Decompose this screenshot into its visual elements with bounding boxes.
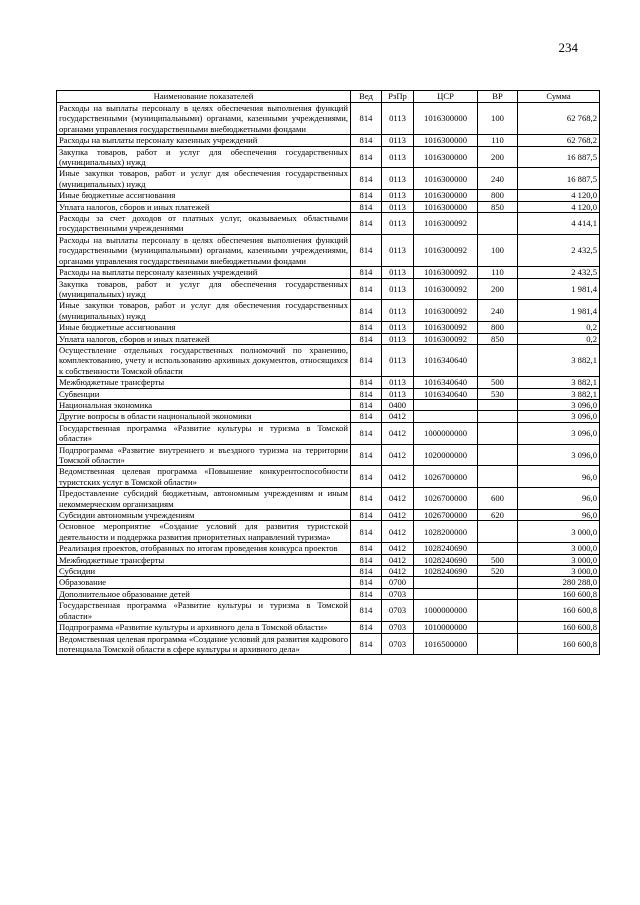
table-row: [57, 267, 600, 278]
cell-vr: [478, 622, 518, 633]
cell-ved: 814: [351, 201, 382, 212]
cell-vr: 100: [478, 103, 518, 135]
cell-rzpr: 0703: [382, 622, 414, 633]
cell-csr: 1016300092: [414, 278, 478, 300]
cell-name: Иные бюджетные ассигнования: [57, 190, 351, 201]
cell-vr: [478, 543, 518, 554]
cell-ved: 814: [351, 521, 382, 543]
cell-ved: 814: [351, 135, 382, 146]
cell-sum: 0,2: [518, 333, 600, 344]
cell-vr: 800: [478, 190, 518, 201]
cell-csr: 1016300092: [414, 322, 478, 333]
cell-sum: 160 600,8: [518, 622, 600, 633]
table-row: [57, 213, 600, 235]
cell-rzpr: 0412: [382, 488, 414, 510]
cell-csr: 1016300000: [414, 103, 478, 135]
cell-sum: 1 981,4: [518, 300, 600, 322]
cell-csr: 1028240690: [414, 543, 478, 554]
cell-csr: 1010000000: [414, 622, 478, 633]
cell-vr: [478, 577, 518, 588]
cell-rzpr: 0113: [382, 146, 414, 168]
header-ved: Вед: [351, 91, 382, 103]
cell-rzpr: 0113: [382, 135, 414, 146]
cell-sum: 2 432,5: [518, 234, 600, 266]
cell-rzpr: 0412: [382, 444, 414, 466]
cell-name: Национальная экономика: [57, 399, 351, 410]
cell-vr: [478, 213, 518, 235]
cell-name: Субсидии: [57, 566, 351, 577]
cell-name: Иные закупки товаров, работ и услуг для обеспечения государственных (муниципальных) нужд: [57, 168, 351, 190]
cell-ved: 814: [351, 488, 382, 510]
cell-rzpr: 0703: [382, 600, 414, 622]
cell-vr: [478, 444, 518, 466]
table-row: [57, 190, 600, 201]
cell-rzpr: 0113: [382, 322, 414, 333]
cell-rzpr: 0113: [382, 333, 414, 344]
header-rzpr: РзПр: [382, 91, 414, 103]
cell-sum: 280 288,0: [518, 577, 600, 588]
cell-name: Ведомственная целевая программа «Создание условий для развития кадрового потенциала Томской области в сфере культуры и архивного дела»: [57, 633, 351, 655]
cell-vr: 600: [478, 488, 518, 510]
cell-sum: 3 000,0: [518, 554, 600, 565]
cell-rzpr: 0703: [382, 588, 414, 599]
cell-name: Дополнительное образование детей: [57, 588, 351, 599]
table-row: [57, 543, 600, 554]
cell-sum: 1 981,4: [518, 278, 600, 300]
cell-ved: 814: [351, 566, 382, 577]
cell-rzpr: 0113: [382, 278, 414, 300]
cell-name: Подпрограмма «Развитие внутреннего и въездного туризма на территории Томской области»: [57, 444, 351, 466]
cell-sum: 2 432,5: [518, 267, 600, 278]
cell-sum: 3 000,0: [518, 521, 600, 543]
cell-csr: 1016300092: [414, 267, 478, 278]
cell-sum: 62 768,2: [518, 135, 600, 146]
cell-rzpr: 0412: [382, 554, 414, 565]
cell-vr: 200: [478, 278, 518, 300]
cell-sum: 160 600,8: [518, 588, 600, 599]
cell-name: Реализация проектов, отобранных по итогам проведения конкурса проектов: [57, 543, 351, 554]
table-row: [57, 300, 600, 322]
cell-rzpr: 0113: [382, 168, 414, 190]
cell-vr: 240: [478, 300, 518, 322]
cell-sum: 4 120,0: [518, 190, 600, 201]
cell-rzpr: 0113: [382, 201, 414, 212]
cell-name: Уплата налогов, сборов и иных платежей: [57, 333, 351, 344]
cell-rzpr: 0113: [382, 190, 414, 201]
cell-ved: 814: [351, 333, 382, 344]
cell-csr: 1016300000: [414, 201, 478, 212]
cell-csr: 1016300000: [414, 190, 478, 201]
cell-rzpr: 0412: [382, 411, 414, 422]
cell-csr: [414, 588, 478, 599]
cell-ved: 814: [351, 377, 382, 388]
cell-ved: 814: [351, 422, 382, 444]
cell-name: Межбюджетные трансферты: [57, 554, 351, 565]
cell-csr: 1028240690: [414, 554, 478, 565]
cell-vr: 100: [478, 234, 518, 266]
cell-name: Иные бюджетные ассигнования: [57, 322, 351, 333]
header-vr: ВР: [478, 91, 518, 103]
cell-csr: 1016300092: [414, 213, 478, 235]
cell-sum: 3 096,0: [518, 422, 600, 444]
cell-sum: 3 000,0: [518, 543, 600, 554]
cell-rzpr: 0113: [382, 300, 414, 322]
cell-rzpr: 0113: [382, 267, 414, 278]
table-row: [57, 588, 600, 599]
cell-vr: 800: [478, 322, 518, 333]
cell-sum: 16 887,5: [518, 168, 600, 190]
cell-rzpr: 0113: [382, 388, 414, 399]
table-row: [57, 554, 600, 565]
cell-vr: 530: [478, 388, 518, 399]
cell-csr: 1028200000: [414, 521, 478, 543]
cell-vr: [478, 344, 518, 376]
cell-ved: 814: [351, 388, 382, 399]
table-row: [57, 322, 600, 333]
cell-ved: 814: [351, 300, 382, 322]
cell-csr: 1016300000: [414, 135, 478, 146]
table-header-row: [57, 91, 600, 103]
cell-rzpr: 0412: [382, 521, 414, 543]
cell-csr: 1016340640: [414, 377, 478, 388]
cell-sum: 3 882,1: [518, 344, 600, 376]
cell-name: Государственная программа «Развитие культуры и туризма в Томской области»: [57, 422, 351, 444]
cell-csr: 1016500000: [414, 633, 478, 655]
cell-csr: 1020000000: [414, 444, 478, 466]
cell-sum: 96,0: [518, 488, 600, 510]
cell-vr: 850: [478, 201, 518, 212]
cell-vr: 620: [478, 510, 518, 521]
cell-rzpr: 0113: [382, 234, 414, 266]
cell-csr: 1026700000: [414, 488, 478, 510]
cell-csr: 1016300092: [414, 333, 478, 344]
cell-ved: 814: [351, 466, 382, 488]
cell-csr: [414, 411, 478, 422]
cell-sum: 3 882,1: [518, 388, 600, 399]
cell-vr: 240: [478, 168, 518, 190]
cell-ved: 814: [351, 510, 382, 521]
cell-ved: 814: [351, 577, 382, 588]
cell-sum: 62 768,2: [518, 103, 600, 135]
cell-rzpr: 0412: [382, 543, 414, 554]
cell-ved: 814: [351, 444, 382, 466]
cell-name: Основное мероприятие «Создание условий для развития туристской деятельности и поддержка развития приоритетных направлений туризма»: [57, 521, 351, 543]
cell-vr: 520: [478, 566, 518, 577]
cell-csr: 1026700000: [414, 510, 478, 521]
cell-name: Закупка товаров, работ и услуг для обеспечения государственных (муниципальных) нужд: [57, 146, 351, 168]
cell-rzpr: 0113: [382, 344, 414, 376]
cell-sum: 160 600,8: [518, 633, 600, 655]
table-row: [57, 399, 600, 410]
cell-vr: [478, 411, 518, 422]
cell-name: Осуществление отдельных государственных полномочий по хранению, комплектованию, учету и использованию архивных документов, относящихся к собственности Томской области: [57, 344, 351, 376]
cell-name: Ведомственная целевая программа «Повышение конкурентоспособности туристских услуг в Томской области»: [57, 466, 351, 488]
cell-rzpr: 0703: [382, 633, 414, 655]
cell-sum: 4 120,0: [518, 201, 600, 212]
cell-csr: 1016300000: [414, 168, 478, 190]
cell-name: Государственная программа «Развитие культуры и туризма в Томской области»: [57, 600, 351, 622]
cell-name: Подпрограмма «Развитие культуры и архивного дела в Томской области»: [57, 622, 351, 633]
cell-sum: 3 096,0: [518, 444, 600, 466]
cell-rzpr: 0400: [382, 399, 414, 410]
cell-name: Субвенции: [57, 388, 351, 399]
cell-sum: 96,0: [518, 466, 600, 488]
cell-sum: 3 096,0: [518, 411, 600, 422]
budget-table: [56, 90, 600, 655]
cell-csr: [414, 399, 478, 410]
table-row: [57, 600, 600, 622]
cell-csr: 1016300092: [414, 300, 478, 322]
cell-rzpr: 0113: [382, 377, 414, 388]
header-csr: ЦСР: [414, 91, 478, 103]
cell-name: Уплата налогов, сборов и иных платежей: [57, 201, 351, 212]
cell-name: Расходы на выплаты персоналу в целях обеспечения выполнения функций государственными (муниципальными) органами, казенными учреждениями, органами управления государственными внебюджетными фондами: [57, 234, 351, 266]
cell-name: Другие вопросы в области национальной экономики: [57, 411, 351, 422]
cell-ved: 814: [351, 267, 382, 278]
cell-ved: 814: [351, 600, 382, 622]
cell-vr: 850: [478, 333, 518, 344]
cell-vr: 110: [478, 267, 518, 278]
cell-ved: 814: [351, 322, 382, 333]
cell-vr: 500: [478, 377, 518, 388]
cell-ved: 814: [351, 103, 382, 135]
table-row: [57, 566, 600, 577]
cell-ved: 814: [351, 278, 382, 300]
cell-ved: 814: [351, 168, 382, 190]
cell-name: Закупка товаров, работ и услуг для обеспечения государственных (муниципальных) нужд: [57, 278, 351, 300]
cell-name: Предоставление субсидий бюджетным, автономным учреждениям и иным некоммерческим организациям: [57, 488, 351, 510]
cell-sum: 0,2: [518, 322, 600, 333]
table-row: [57, 201, 600, 212]
cell-sum: 3 882,1: [518, 377, 600, 388]
cell-ved: 814: [351, 554, 382, 565]
cell-ved: 814: [351, 190, 382, 201]
cell-csr: [414, 577, 478, 588]
cell-vr: 200: [478, 146, 518, 168]
table-row: [57, 622, 600, 633]
cell-vr: 500: [478, 554, 518, 565]
cell-vr: 110: [478, 135, 518, 146]
cell-name: Расходы за счет доходов от платных услуг, оказываемых областными государственными учреждениями: [57, 213, 351, 235]
page-number: 234: [558, 40, 578, 55]
cell-csr: 1016340640: [414, 388, 478, 399]
table-row: [57, 422, 600, 444]
cell-sum: 3 096,0: [518, 399, 600, 410]
cell-rzpr: 0113: [382, 213, 414, 235]
table-row: [57, 377, 600, 388]
table-row: [57, 135, 600, 146]
cell-sum: 3 000,0: [518, 566, 600, 577]
header-sum: Сумма: [518, 91, 600, 103]
cell-csr: 1016300092: [414, 234, 478, 266]
cell-rzpr: 0412: [382, 566, 414, 577]
cell-rzpr: 0700: [382, 577, 414, 588]
cell-csr: 1026700000: [414, 466, 478, 488]
table-row: [57, 510, 600, 521]
cell-vr: [478, 399, 518, 410]
table-row: [57, 344, 600, 376]
cell-ved: 814: [351, 588, 382, 599]
cell-ved: 814: [351, 146, 382, 168]
table-row: [57, 411, 600, 422]
table-row: [57, 103, 600, 135]
table-row: [57, 488, 600, 510]
cell-vr: [478, 466, 518, 488]
cell-vr: [478, 588, 518, 599]
cell-name: Межбюджетные трансферты: [57, 377, 351, 388]
cell-ved: 814: [351, 399, 382, 410]
cell-ved: 814: [351, 344, 382, 376]
cell-name: Расходы на выплаты персоналу в целях обеспечения выполнения функций государственными (муниципальными) органами, казенными учреждениями, органами управления государственными внебюджетными фондами: [57, 103, 351, 135]
cell-vr: [478, 521, 518, 543]
cell-name: Иные закупки товаров, работ и услуг для обеспечения государственных (муниципальных) нужд: [57, 300, 351, 322]
cell-vr: [478, 633, 518, 655]
table-row: [57, 388, 600, 399]
cell-sum: 160 600,8: [518, 600, 600, 622]
cell-csr: 1016300000: [414, 146, 478, 168]
cell-sum: 96,0: [518, 510, 600, 521]
table-body: [57, 103, 600, 655]
table-row: [57, 278, 600, 300]
cell-csr: 1028240690: [414, 566, 478, 577]
cell-sum: 16 887,5: [518, 146, 600, 168]
cell-ved: 814: [351, 633, 382, 655]
header-name: Наименование показателей: [57, 91, 351, 103]
table-row: [57, 466, 600, 488]
cell-csr: 1000000000: [414, 422, 478, 444]
cell-name: Субсидии автономным учреждениям: [57, 510, 351, 521]
cell-csr: 1016340640: [414, 344, 478, 376]
cell-ved: 814: [351, 213, 382, 235]
table-row: [57, 168, 600, 190]
table-row: [57, 577, 600, 588]
cell-rzpr: 0113: [382, 103, 414, 135]
cell-name: Образование: [57, 577, 351, 588]
table-row: [57, 333, 600, 344]
table-row: [57, 444, 600, 466]
cell-rzpr: 0412: [382, 466, 414, 488]
table-row: [57, 146, 600, 168]
cell-sum: 4 414,1: [518, 213, 600, 235]
cell-ved: 814: [351, 234, 382, 266]
table-row: [57, 521, 600, 543]
cell-ved: 814: [351, 543, 382, 554]
cell-vr: [478, 600, 518, 622]
cell-vr: [478, 422, 518, 444]
cell-name: Расходы на выплаты персоналу казенных учреждений: [57, 135, 351, 146]
cell-ved: 814: [351, 622, 382, 633]
cell-rzpr: 0412: [382, 422, 414, 444]
cell-rzpr: 0412: [382, 510, 414, 521]
cell-csr: 1000000000: [414, 600, 478, 622]
cell-name: Расходы на выплаты персоналу казенных учреждений: [57, 267, 351, 278]
table-row: [57, 633, 600, 655]
cell-ved: 814: [351, 411, 382, 422]
table-row: [57, 234, 600, 266]
